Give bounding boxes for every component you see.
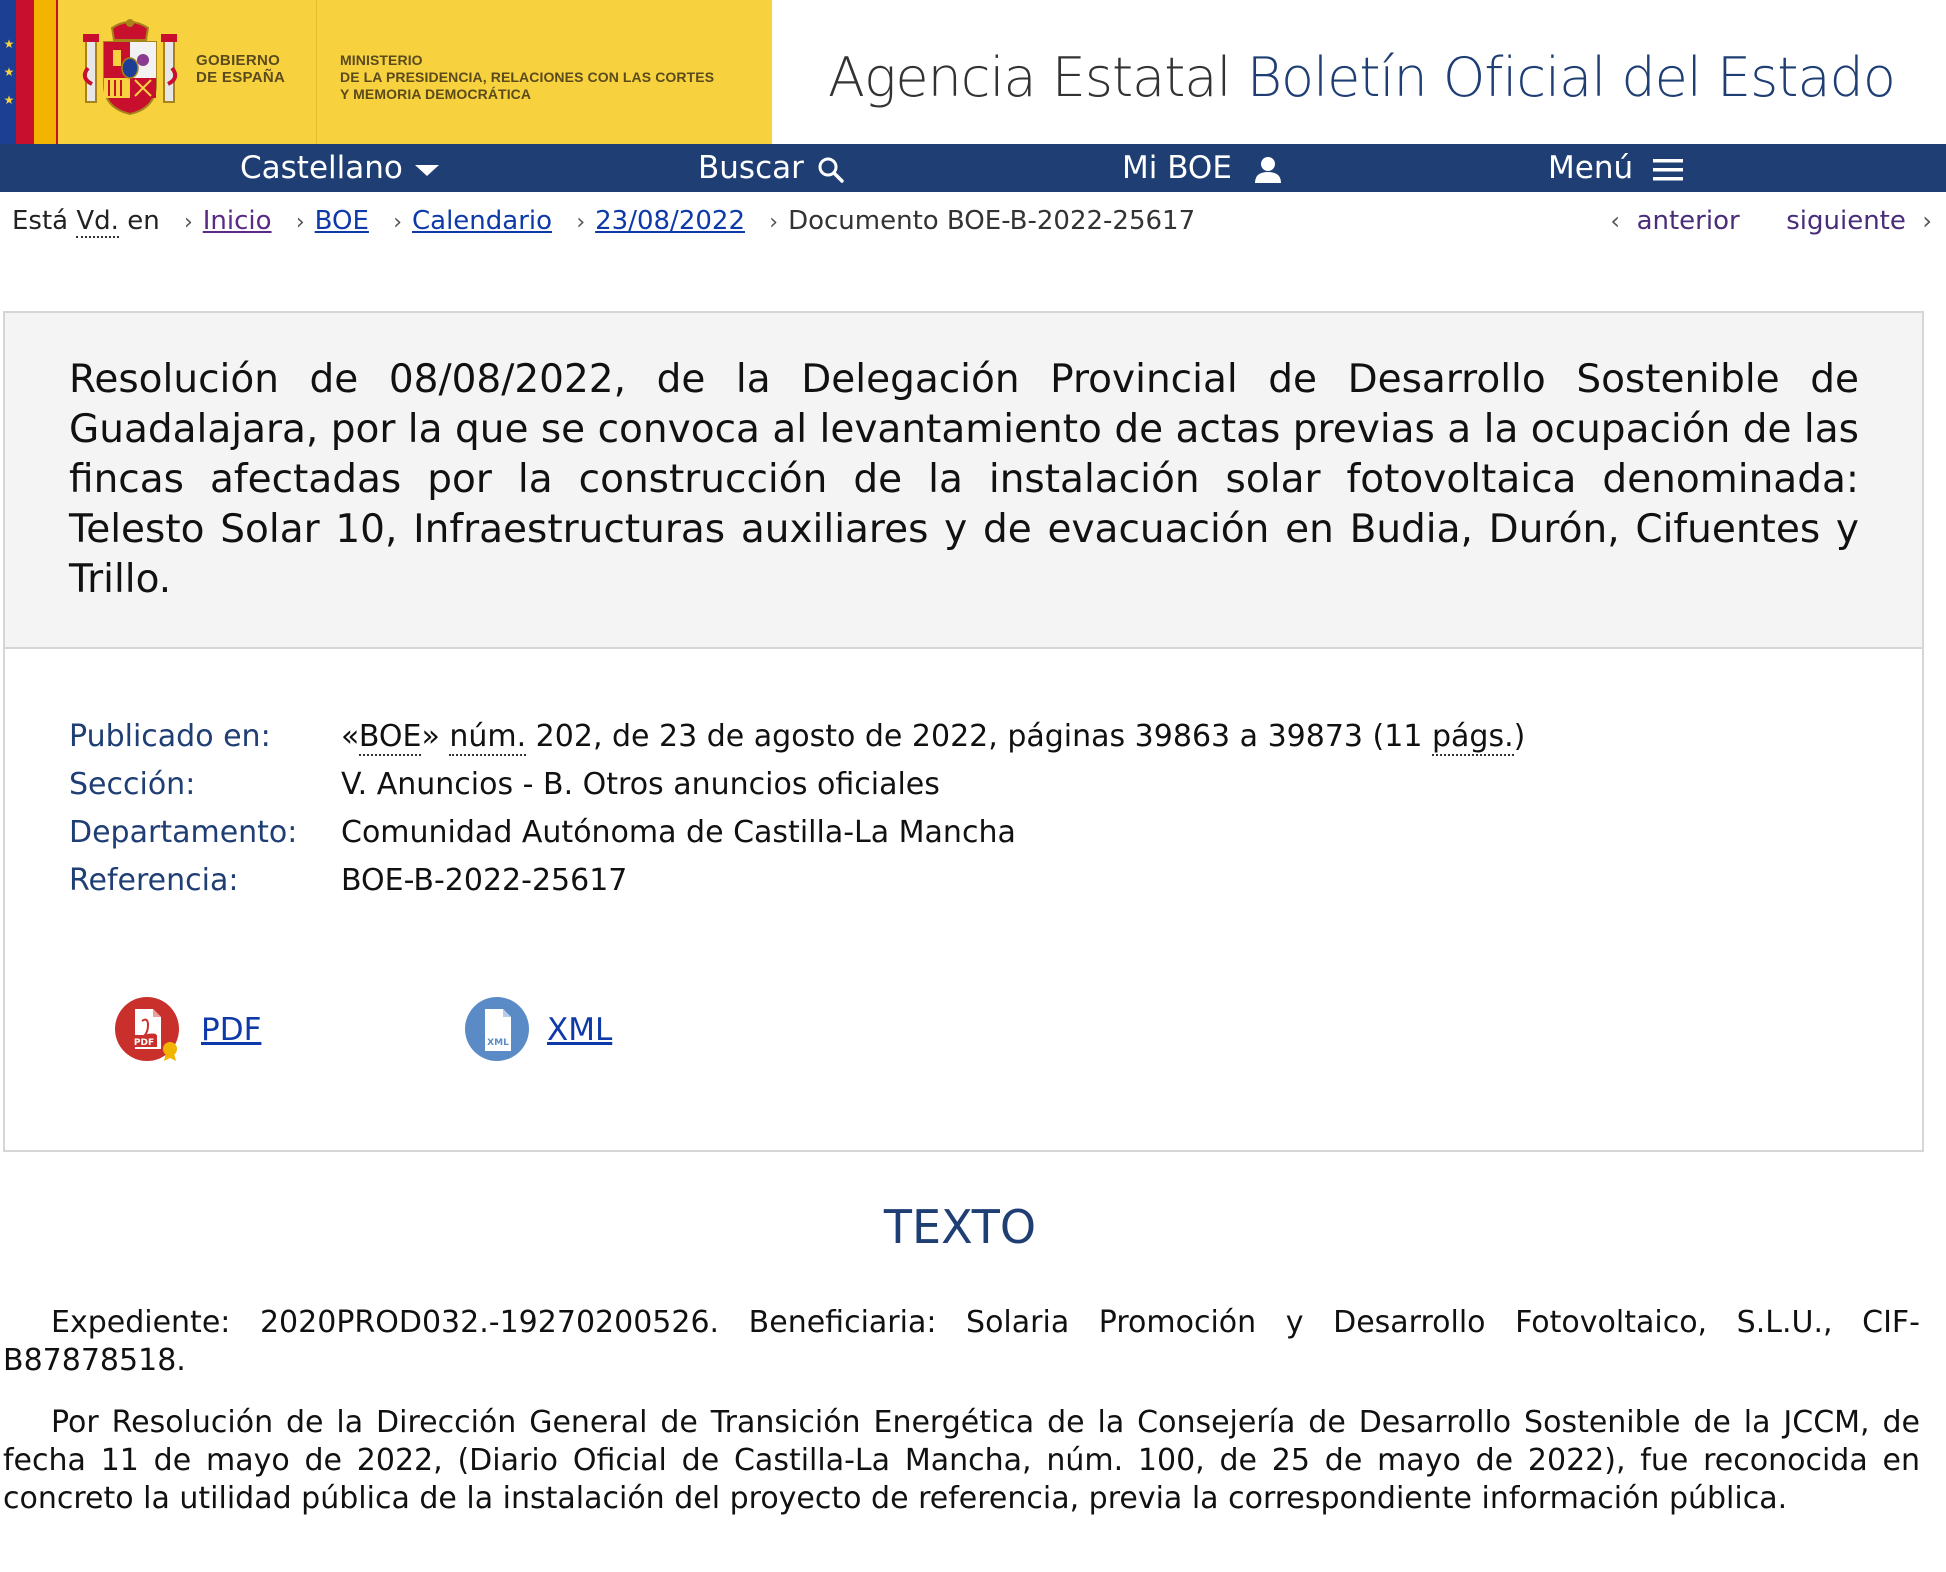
document-metadata	[69, 713, 1525, 905]
chevron-right-icon: ›	[393, 210, 402, 235]
published-mid: »	[421, 719, 450, 754]
search-label: Buscar	[698, 150, 804, 186]
previous-link[interactable]	[1610, 206, 1739, 236]
xml-link[interactable]: XML	[547, 1012, 613, 1048]
chevron-left-icon: ‹	[1610, 207, 1621, 235]
language-label: Castellano	[240, 150, 403, 186]
pdf-link[interactable]: PDF	[201, 1012, 262, 1048]
pdf-file-icon	[115, 995, 185, 1065]
reference-value: BOE-B-2022-25617	[341, 863, 628, 898]
mi-boe-button[interactable]	[1122, 144, 1286, 192]
meta-row-section	[69, 761, 1525, 809]
published-rest: 202, de 23 de agosto de 2022, páginas 39863 a 39873 (11	[526, 719, 1432, 754]
department-label: Departamento:	[69, 815, 298, 850]
eu-stars-icon: ★ ★ ★	[3, 37, 15, 107]
search-button[interactable]	[698, 144, 848, 192]
meta-row-department	[69, 809, 1525, 857]
ministry-text	[340, 52, 714, 103]
menu-button[interactable]	[1548, 144, 1687, 192]
agency-prefix: Agencia Estatal	[828, 46, 1231, 109]
section-value: V. Anuncios - B. Otros anuncios oficiales	[341, 767, 940, 802]
text-paragraph-1: Expediente: 2020PROD032.-19270200526. Beneficiaria: Solaria Promoción y Desarrollo Fotovoltaico, S.L.U., CIF-B87878518.	[3, 1305, 1920, 1378]
main-nav	[0, 144, 1946, 192]
chevron-right-icon: ›	[576, 210, 586, 235]
document-title-box	[5, 313, 1922, 649]
breadcrumb-abbr: Vd.	[76, 206, 119, 236]
next-label: siguiente	[1786, 206, 1906, 236]
ministry-line-3: Y MEMORIA DEMOCRÁTICA	[340, 86, 532, 102]
pdf-icon-text: PDF	[133, 1038, 155, 1048]
document-title: Resolución de 08/08/2022, de la Delegación Provincial de Desarrollo Sostenible de Guadalajara, por la que se convoca al levantamiento de actas previas a la ocupación de las fincas afectadas por la construcción de la instalación solar fotovoltaica denominada: Telesto Solar 10, Infraestructuras auxiliares y de evacuación en Budia, Durón, Cifuentes y Trillo.	[69, 357, 1859, 602]
banner-divider	[316, 0, 317, 144]
ministry-line-1: MINISTERIO	[340, 52, 423, 68]
section-label: Sección:	[69, 767, 196, 802]
next-link[interactable]	[1786, 206, 1932, 236]
xml-file-icon	[465, 995, 531, 1065]
breadcrumb-link-date[interactable]: 23/08/2022	[595, 206, 745, 236]
spain-flag-yellow-stripe	[34, 0, 56, 144]
xml-download[interactable]	[465, 995, 612, 1065]
gov-line-2: DE ESPAÑA	[196, 69, 286, 86]
hamburger-menu-icon	[1643, 155, 1687, 185]
chevron-right-icon: ›	[295, 210, 305, 235]
breadcrumb-link-boe[interactable]: BOE	[314, 206, 369, 236]
gov-line-1: GOBIERNO	[196, 52, 281, 69]
published-pre: «	[341, 719, 359, 754]
published-label: Publicado en:	[69, 719, 271, 754]
government-banner[interactable]	[0, 0, 772, 144]
chevron-right-icon: ›	[183, 210, 193, 235]
breadcrumb-link-calendario[interactable]: Calendario	[412, 206, 553, 236]
document-info-box	[3, 311, 1924, 1152]
meta-row-reference	[69, 857, 1525, 905]
xml-icon-text: XML	[487, 1038, 509, 1048]
published-pags-abbr: págs.	[1431, 719, 1514, 754]
department-value: Comunidad Autónoma de Castilla-La Mancha	[341, 815, 1016, 850]
site-header	[0, 0, 1946, 144]
meta-row-published	[69, 713, 1525, 761]
coat-of-arms-icon	[80, 18, 180, 122]
breadcrumb	[12, 206, 1195, 246]
spain-flag-red-stripe	[16, 0, 34, 144]
user-icon	[1242, 155, 1286, 185]
published-value	[341, 713, 1525, 761]
chevron-right-icon: ›	[769, 210, 779, 235]
search-icon	[814, 155, 848, 185]
ministry-line-2: DE LA PRESIDENCIA, RELACIONES CON LAS CORTES	[340, 69, 715, 85]
breadcrumb-link-inicio[interactable]: Inicio	[202, 206, 272, 236]
spain-flag-red-stripe-2	[56, 0, 58, 144]
breadcrumb-prefix-en: en	[127, 206, 160, 236]
chevron-right-icon: ›	[1922, 207, 1932, 235]
pdf-download[interactable]	[115, 995, 261, 1065]
gobierno-espana-text	[196, 52, 285, 86]
published-end: )	[1513, 719, 1526, 754]
breadcrumb-current: Documento BOE-B-2022-25617	[788, 206, 1196, 236]
mi-boe-label: Mi BOE	[1122, 150, 1232, 186]
language-selector[interactable]	[240, 144, 441, 192]
texto-heading: TEXTO	[883, 1200, 1037, 1254]
published-num-abbr: núm.	[449, 719, 527, 754]
breadcrumb-prefix: Está	[12, 206, 69, 236]
published-boe-abbr: BOE	[358, 719, 422, 754]
previous-label: anterior	[1636, 206, 1740, 236]
menu-label: Menú	[1548, 150, 1634, 186]
text-paragraph-2: Por Resolución de la Dirección General de Transición Energética de la Consejería de Desarrollo Sostenible de la JCCM, de fecha 11 de mayo de 2022, (Diario Oficial de Castilla-La Mancha, núm. 100, de 25 de mayo de 2022), fue reconocida en concreto la utilidad pública de la instalación del proyecto de referencia, previa la correspondiente información pública.	[3, 1405, 1920, 1516]
chevron-down-icon	[413, 160, 441, 180]
agency-name: Boletín Oficial del Estado	[1246, 46, 1895, 109]
document-pager	[1610, 206, 1932, 236]
agency-title-link[interactable]	[828, 46, 1895, 109]
reference-label: Referencia:	[69, 863, 239, 898]
